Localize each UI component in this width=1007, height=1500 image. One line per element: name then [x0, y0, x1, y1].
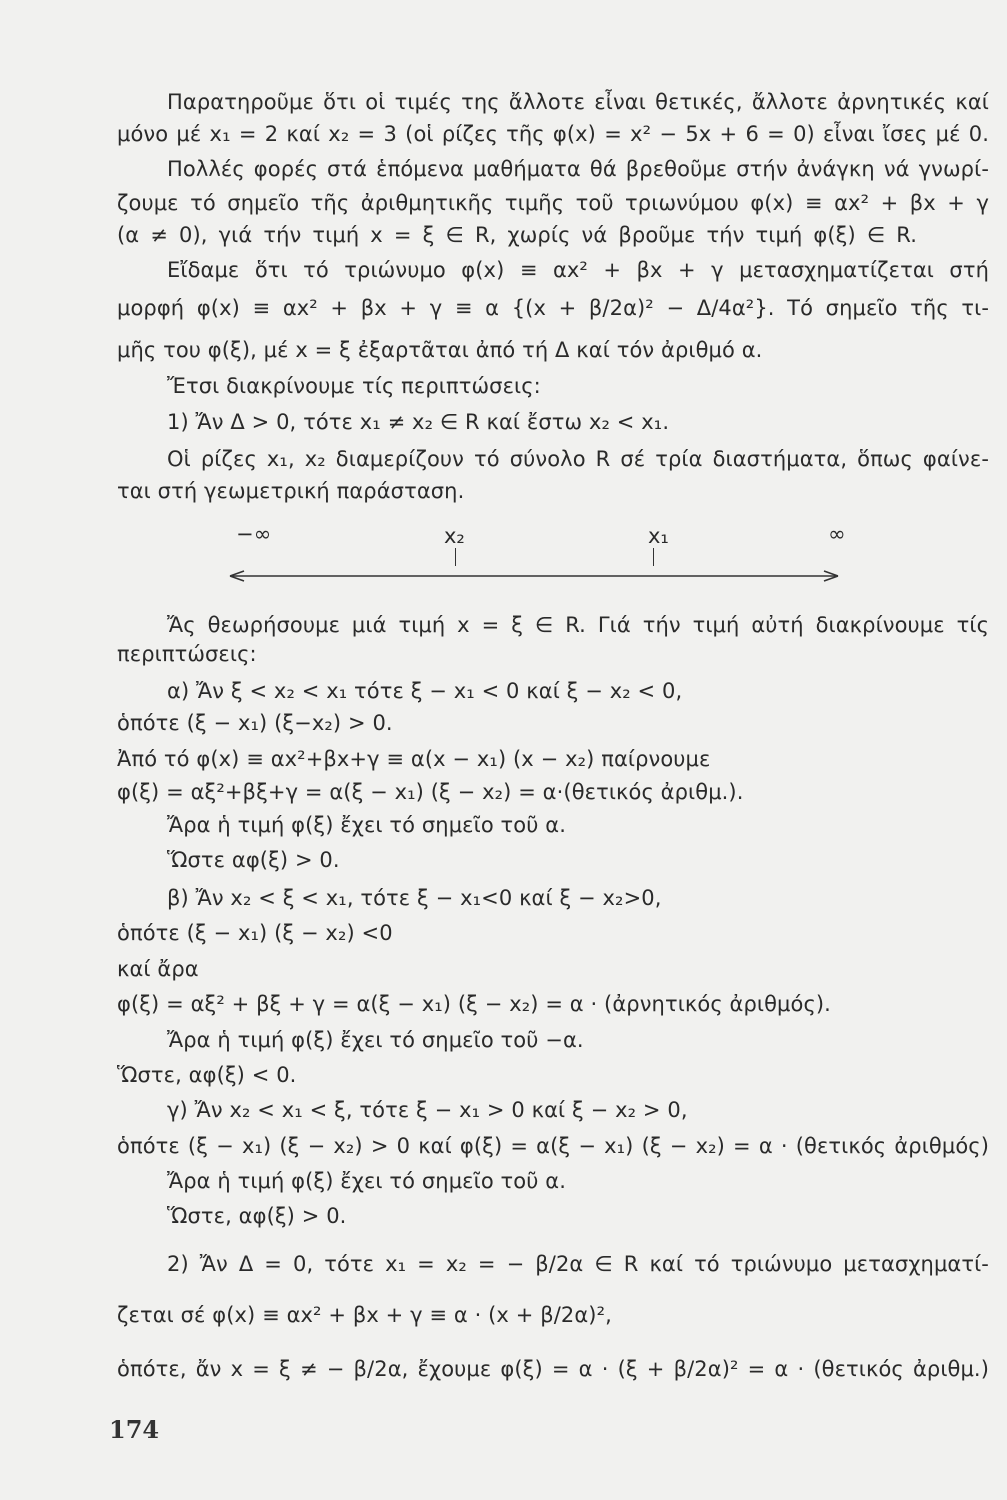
text-line: ζουμε τό σημεῖο τῆς ἀριθμητικῆς τιμῆς τοῦ τριωνύμου φ(x) ≡ αx² + βx + γ — [117, 191, 989, 215]
text-line: ται στή γεωμετρική παράσταση. — [117, 479, 465, 503]
label-pos-infinity: ∞ — [828, 522, 846, 546]
text-line: καί ἄρα — [117, 957, 199, 981]
text-line: Πολλές φορές στά ἑπόμενα μαθήματα θά βρεθοῦμε στήν ἀνάγκη νά γνωρί- — [167, 157, 989, 181]
text-line: Ὥστε, αφ(ξ) > 0. — [167, 1204, 347, 1228]
text-line: ὁπότε (ξ − x₁) (ξ − x₂) > 0 καί φ(ξ) = α(ξ − x₁) (ξ − x₂) = α · (θετικός ἀριθμός) — [117, 1134, 989, 1158]
text-line: Ὥστε αφ(ξ) > 0. — [167, 848, 340, 872]
text-line: μόνο μέ x₁ = 2 καί x₂ = 3 (οἱ ρίζες τῆς φ(x) = x² − 5x + 6 = 0) εἶναι ἴσες μέ 0. — [117, 122, 989, 146]
text-line: Ἄρα ἡ τιμή φ(ξ) ἔχει τό σημεῖο τοῦ α. — [167, 813, 566, 837]
text-line: περιπτώσεις: — [117, 642, 257, 666]
tick-x2 — [455, 548, 456, 566]
text-line: Εἴδαμε ὅτι τό τριώνυμο φ(x) ≡ αx² + βx + γ μετασχηματίζεται στή — [167, 258, 989, 282]
text-line: α) Ἄν ξ < x₂ < x₁ τότε ξ − x₁ < 0 καί ξ − x₂ < 0, — [167, 679, 683, 703]
label-neg-infinity: −∞ — [236, 522, 272, 546]
text-line: Οἱ ρίζες x₁, x₂ διαμερίζουν τό σύνολο R σέ τρία διαστήματα, ὅπως φαίνε- — [167, 447, 989, 471]
text-line: γ) Ἄν x₂ < x₁ < ξ, τότε ξ − x₁ > 0 καί ξ − x₂ > 0, — [167, 1098, 688, 1122]
number-line-arrow — [228, 568, 840, 584]
text-line: Ἀπό τό φ(x) ≡ αx²+βx+γ ≡ α(x − x₁) (x − x₂) παίρνουμε — [117, 747, 711, 771]
label-x1: x₁ — [648, 524, 669, 548]
text-line: ζεται σέ φ(x) ≡ αx² + βx + γ ≡ α · (x + β/2α)², — [117, 1303, 612, 1327]
text-line: μορφή φ(x) ≡ αx² + βx + γ ≡ α {(x + β/2α)² − Δ/4α²}. Τό σημεῖο τῆς τι- — [117, 296, 989, 320]
text-line: Ἄρα ἡ τιμή φ(ξ) ἔχει τό σημεῖο τοῦ α. — [167, 1169, 566, 1193]
page-number: 174 — [109, 1415, 160, 1444]
tick-x1 — [653, 548, 654, 566]
text-line: Ἄς θεωρήσουμε μιά τιμή x = ξ ∈ R. Γιά τήν τιμή αὐτή διακρίνουμε τίς — [167, 613, 989, 637]
label-x2: x₂ — [444, 524, 465, 548]
text-line: 2) Ἄν Δ = 0, τότε x₁ = x₂ = − β/2α ∈ R καί τό τριώνυμο μετασχηματί- — [167, 1252, 989, 1276]
text-line: ὁπότε (ξ − x₁) (ξ − x₂) <0 — [117, 921, 393, 945]
text-line: Ὥστε, αφ(ξ) < 0. — [117, 1063, 297, 1087]
text-line: ὁπότε, ἄν x = ξ ≠ − β/2α, ἔχουμε φ(ξ) = α · (ξ + β/2α)² = α · (θετικός ἀριθμ.) — [117, 1357, 989, 1381]
text-line: Ἔτσι διακρίνουμε τίς περιπτώσεις: — [167, 374, 541, 398]
text-line: φ(ξ) = αξ² + βξ + γ = α(ξ − x₁) (ξ − x₂) = α · (ἀρνητικός ἀριθμός). — [117, 992, 831, 1016]
text-line: Ἄρα ἡ τιμή φ(ξ) ἔχει τό σημεῖο τοῦ −α. — [167, 1028, 584, 1052]
text-line: ὁπότε (ξ − x₁) (ξ−x₂) > 0. — [117, 711, 393, 735]
text-line: φ(ξ) = αξ²+βξ+γ = α(ξ − x₁) (ξ − x₂) = α·(θετικός ἀριθμ.). — [117, 780, 744, 804]
text-line: β) Ἄν x₂ < ξ < x₁, τότε ξ − x₁<0 καί ξ − x₂>0, — [167, 886, 662, 910]
text-line: (α ≠ 0), γιά τήν τιμή x = ξ ∈ R, χωρίς νά βροῦμε τήν τιμή φ(ξ) ∈ R. — [117, 223, 917, 247]
text-line: Παρατηροῦμε ὅτι οἱ τιμές της ἄλλοτε εἶναι θετικές, ἄλλοτε ἀρνητικές καί — [167, 90, 989, 114]
text-line: 1) Ἄν Δ > 0, τότε x₁ ≠ x₂ ∈ R καί ἔστω x₂ < x₁. — [167, 410, 670, 434]
text-line: μῆς του φ(ξ), μέ x = ξ ἐξαρτᾶται ἀπό τή Δ καί τόν ἀριθμό α. — [117, 338, 763, 362]
